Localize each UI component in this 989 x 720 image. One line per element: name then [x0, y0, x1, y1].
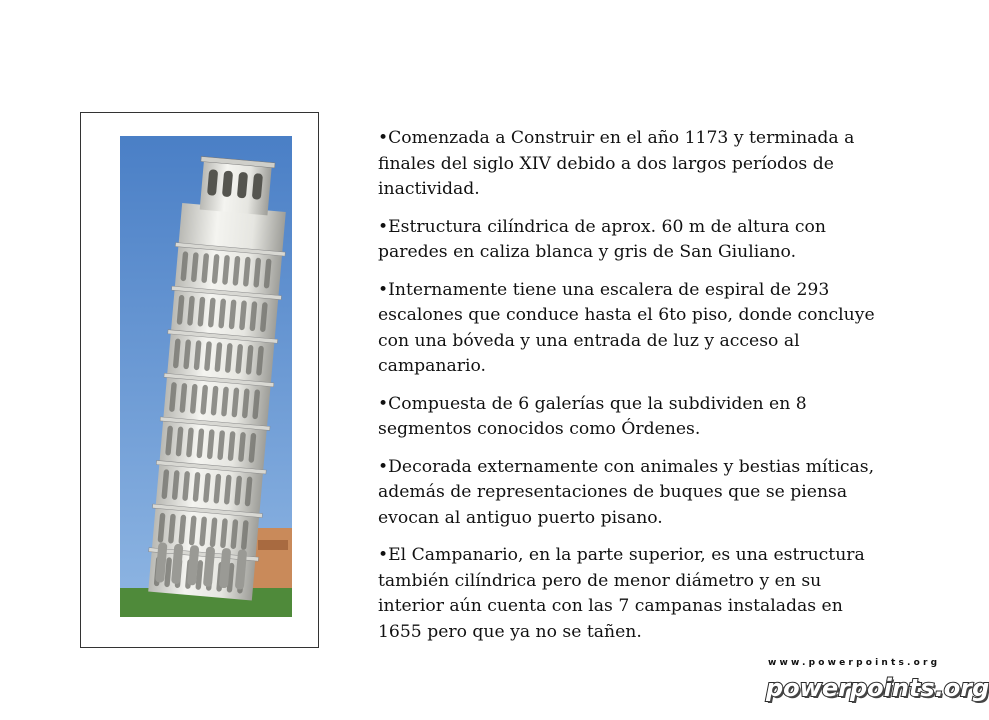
paragraph-construction: •Comenzada a Construir en el año 1173 y terminada a finales del siglo XIV debido a dos largos períodos de inactividad.	[378, 128, 855, 199]
photo-frame	[80, 112, 319, 648]
powerpoints-branding	[760, 656, 989, 712]
building-roof-band	[258, 540, 288, 550]
paragraph-bell-tower: •El Campanario, en la parte superior, es una estructura también cilíndrica pero de menor diámetro y en su interior aún cuenta con las 7 campanas instaladas en 1655 pero que ya no se tañen.	[378, 545, 865, 642]
brand-url: www.powerpoints.org	[768, 658, 941, 668]
description-text	[378, 126, 878, 657]
paragraph-staircase: •Internamente tiene una escalera de espiral de 293 escalones que conduce hasta el 6to piso, donde concluye con una bóveda y una entrada de luz y acceso al campanario.	[378, 279, 875, 376]
leaning-tower-photo	[120, 136, 292, 617]
brand-logo: powerpoints.org	[766, 674, 989, 702]
tower-illustration	[120, 136, 292, 617]
paragraph-galleries: •Compuesta de 6 galerías que la subdividen en 8 segmentos conocidos como Órdenes.	[378, 393, 807, 439]
paragraph-structure: •Estructura cilíndrica de aprox. 60 m de altura con paredes en caliza blanca y gris de San Giuliano.	[378, 216, 826, 262]
paragraph-decoration: •Decorada externamente con animales y bestias míticas, además de representaciones de buques que se piensa evocan al antiguo puerto pisano.	[378, 456, 875, 528]
